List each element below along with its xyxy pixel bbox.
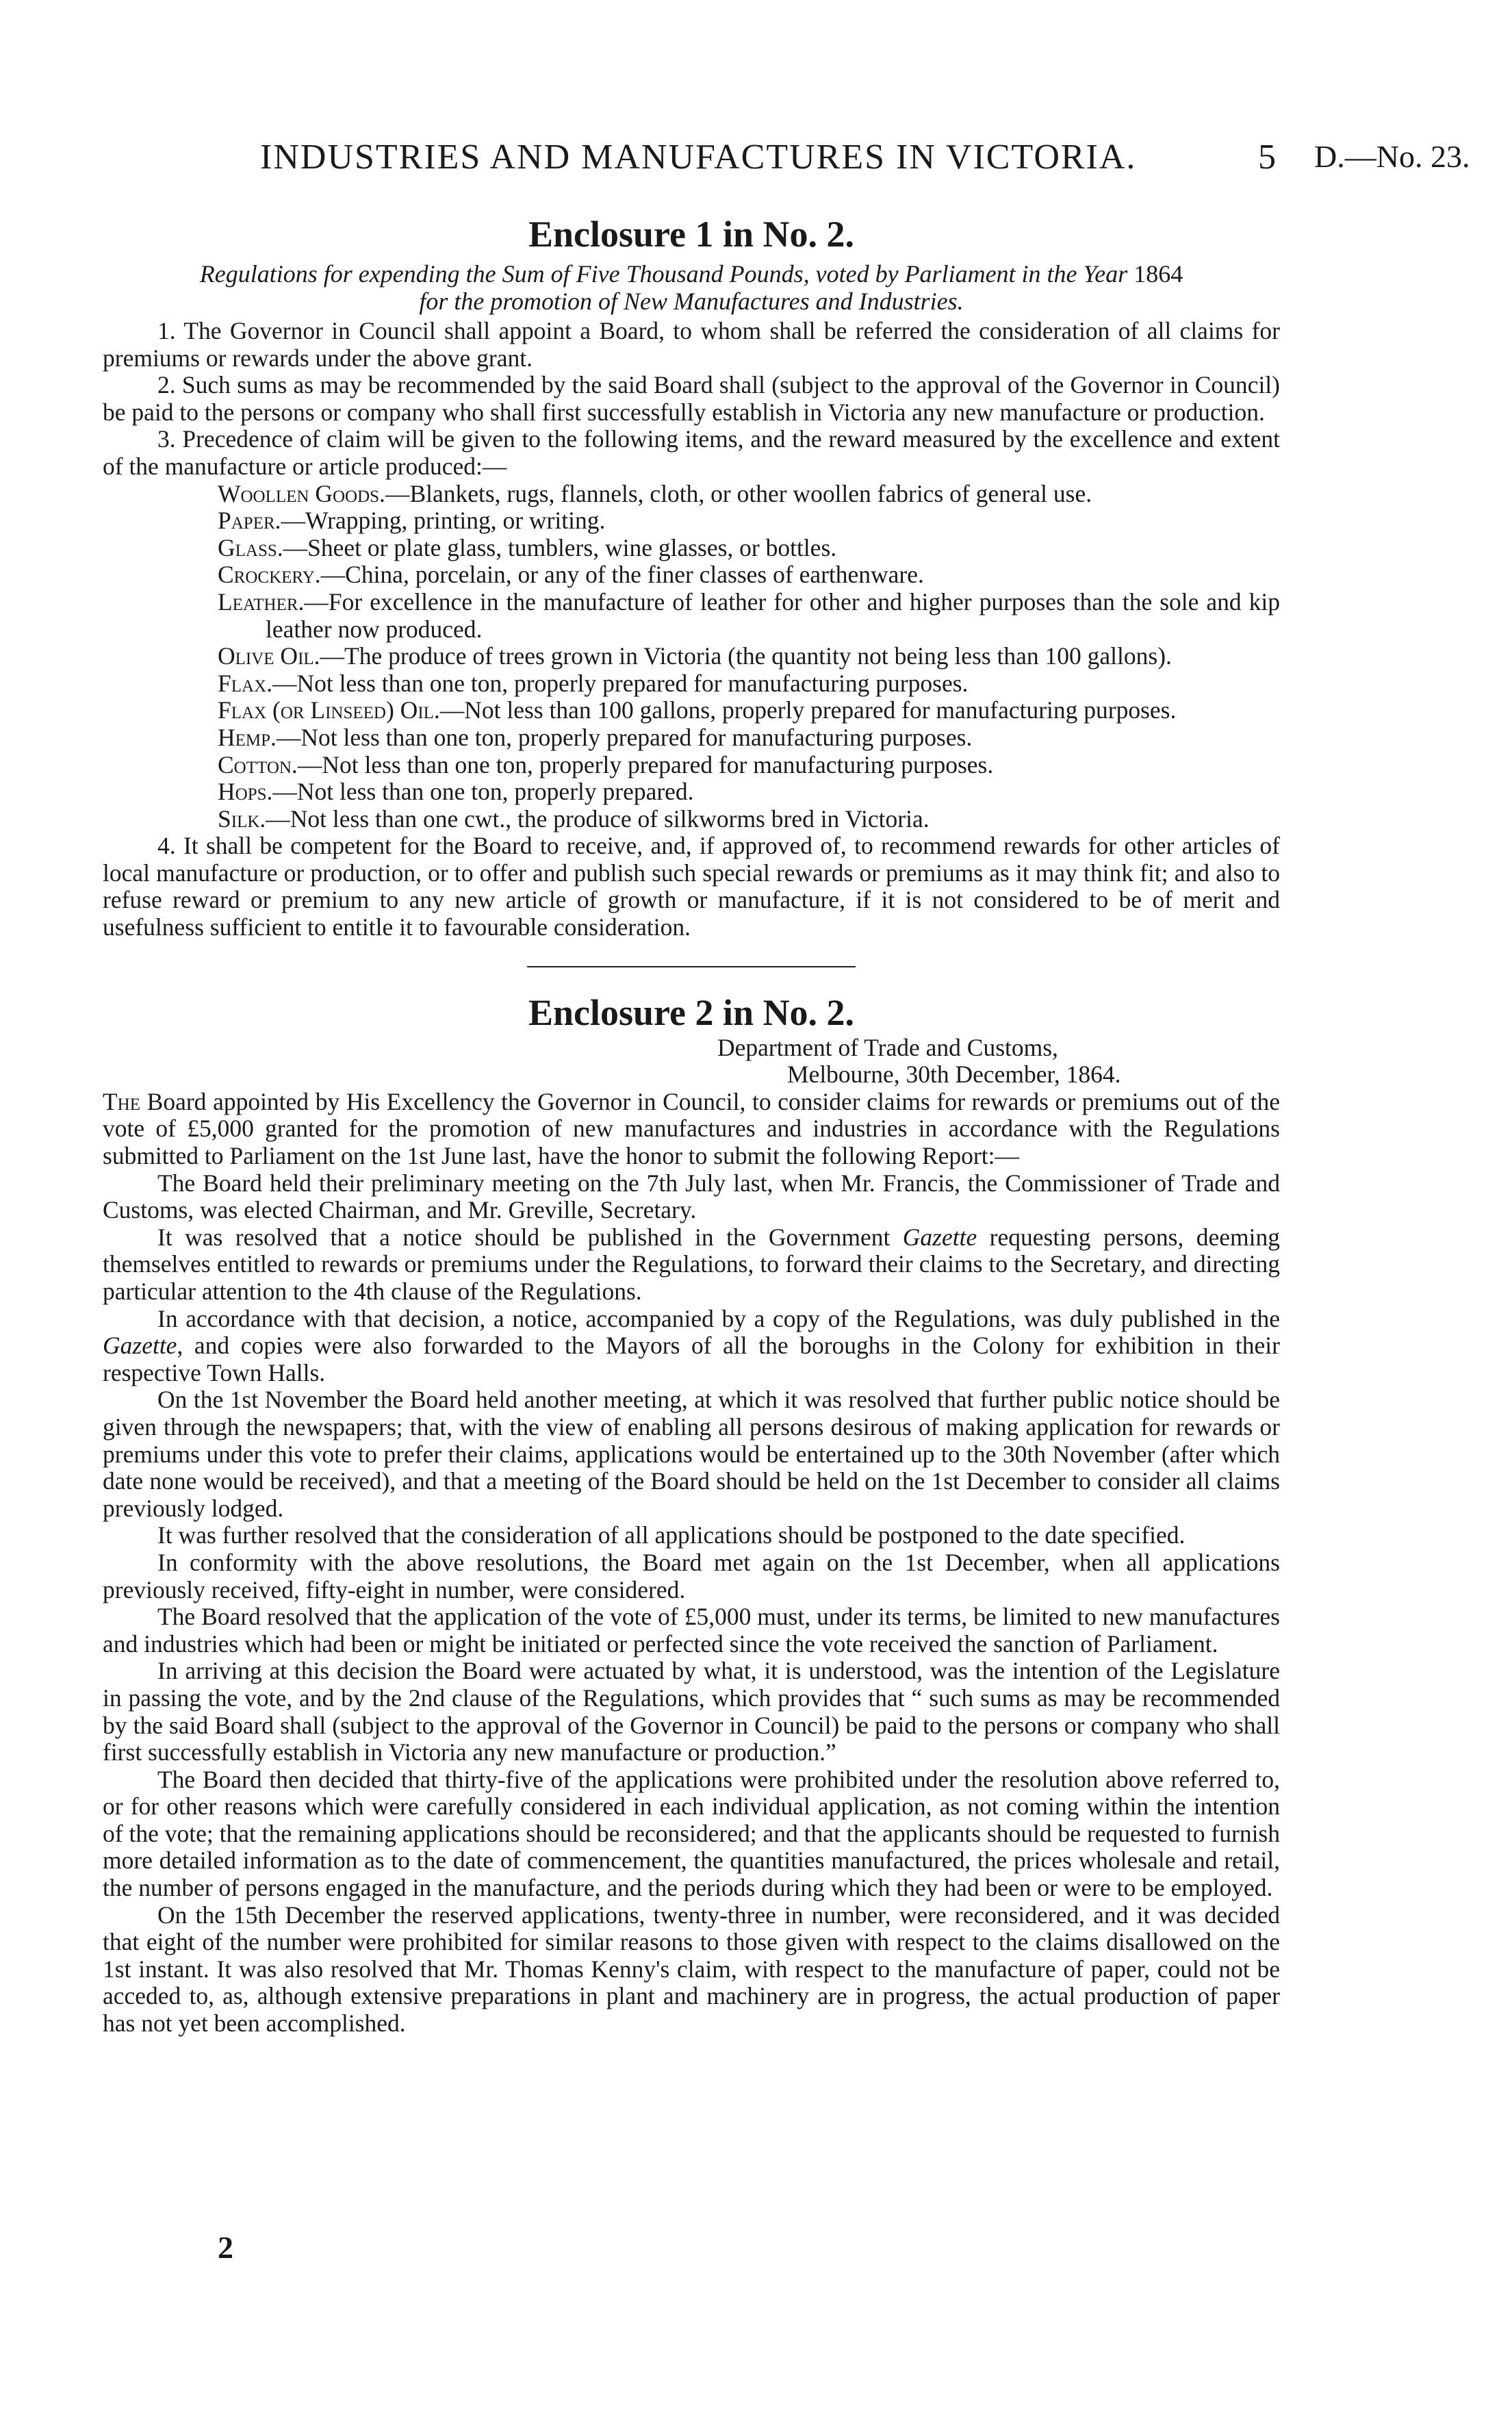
report-paragraph-10: The Board then decided that thirty-five of the applications were prohibited under the resolution above referred to, or for other reasons which were carefully considered in each individual application, as not coming within the intention of the vote; that the remaining applications should be reconsidered; and that the applicants should be requested to furnish more detailed information as to the date of commencement, the quantities manufactured, the prices wholesale and retail, the number of persons engaged in the manufacture, and the periods during which they had been or were to be employed. xyxy=(103,1765,1280,1902)
paragraph-text: Board appointed by His Excellency the Governor in Council, to consider claims for rewards or premiums out of the vote of £5,000 granted for the promotion of new manufactures and industries in accordance with the Regulations submitted to Parliament on the 1st June last, have the honor to submit the following Report:— xyxy=(103,1087,1280,1170)
item-name: Silk. xyxy=(218,804,266,833)
list-item xyxy=(218,481,1280,508)
running-title: INDUSTRIES AND MANUFACTURES IN VICTORIA. xyxy=(260,138,1137,177)
paragraph-text: It was resolved that a notice should be published in the Government xyxy=(157,1223,903,1251)
report-paragraph-2: The Board held their preliminary meeting on the 7th July last, when Mr. Francis, the Commissioner of Trade and Customs, was elected Chairman, and Mr. Greville, Secretary. xyxy=(103,1169,1280,1224)
list-item xyxy=(218,643,1280,670)
paragraph-text: In accordance with that decision, a notice, accompanied by a copy of the Regulations, was duly published in the xyxy=(157,1304,1280,1332)
item-text: —Blankets, rugs, flannels, cloth, or other woollen fabrics of general use. xyxy=(385,479,1092,507)
item-text: —Not less than 100 gallons, properly prepared for manufacturing purposes. xyxy=(439,696,1177,724)
list-item xyxy=(218,697,1280,724)
regulations-subtitle xyxy=(103,260,1280,315)
item-text: —China, porcelain, or any of the finer classes of earthenware. xyxy=(320,561,924,589)
item-name: Olive Oil. xyxy=(218,642,320,670)
item-name: Hemp. xyxy=(218,723,277,751)
page-body xyxy=(103,212,1280,2038)
gazette-italic: Gazette xyxy=(103,1332,177,1360)
item-text: —Wrapping, printing, or writing. xyxy=(281,507,606,535)
page-header xyxy=(0,129,1512,190)
regulation-3: 3. Precedence of claim will be given to the following items, and the reward measured by the excellence and extent of the manufacture or article produced:— xyxy=(103,425,1280,480)
item-text: —Not less than one ton, properly prepared. xyxy=(272,778,694,806)
list-item xyxy=(218,561,1280,589)
report-paragraph-11: On the 15th December the reserved applications, twenty-three in number, were reconsidered, and it was decided that eight of the number were prohibited for similar reasons to those given with respect to the claims disallowed on the 1st instant. It was also resolved that Mr. Thomas Kenny's claim, with respect to the manufacture of paper, could not be acceded to, as, although extensive preparations in plant and machinery are in progress, the actual production of paper has not yet been accomplished. xyxy=(103,1901,1280,2038)
item-name: Woollen Goods. xyxy=(218,479,385,507)
item-name: Hops. xyxy=(218,778,273,806)
report-paragraph-3 xyxy=(103,1224,1280,1306)
report-paragraph-5: On the 1st November the Board held another meeting, at which it was resolved that further public notice should be given through the newspapers; that, with the view of enabling all persons desirous of making application for rewards or premiums under this vote to prefer their claims, applications would be entertained up to the 30th November (after which date none would be received), and that a meeting of the Board should be held on the 1st December to consider all claims previously lodged. xyxy=(103,1386,1280,1522)
subtitle-part-1: Regulations for expending the Sum of Five Thousand Pounds, voted by Parliament in the Year xyxy=(199,260,1128,288)
report-paragraph-1 xyxy=(103,1089,1280,1170)
signature-mark: 2 xyxy=(218,2230,233,2265)
list-item xyxy=(218,806,1280,833)
enclosure-2-heading: Enclosure 2 in No. 2. xyxy=(528,991,855,1033)
item-text: —For excellence in the manufacture of leather for other and higher purposes than the sole and kip leather now produced. xyxy=(266,587,1280,643)
page-number: 5 xyxy=(1258,138,1276,177)
paragraph-text: requesting persons, deeming themselves entitled to rewards or premiums under the Regulations, to forward their claims to the Secretary, and directing particular attention to the 4th clause of the Regulations. xyxy=(103,1223,1280,1305)
document-reference: D.—No. 23. xyxy=(1314,139,1470,174)
report-paragraph-9: In arriving at this decision the Board were actuated by what, it is understood, was the intention of the Legislature in passing the vote, and by the 2nd clause of the Regulations, which provides that “ such sums as may be recommended by the said Board shall (subject to the approval of the Governor in Council) be paid to the persons or company who shall first successfully establish in Victoria any new manufacture or production.” xyxy=(103,1657,1280,1766)
item-text: —The produce of trees grown in Victoria (the quantity not being less than 100 gallons). xyxy=(320,642,1172,670)
address-line-1: Department of Trade and Customs, xyxy=(717,1033,1058,1061)
list-item xyxy=(218,778,1280,806)
item-text: —Not less than one cwt., the produce of silkworms bred in Victoria. xyxy=(266,804,930,833)
gazette-italic: Gazette xyxy=(902,1223,977,1251)
report-paragraph-6: It was further resolved that the consideration of all applications should be postponed to the date specified. xyxy=(157,1521,1186,1549)
list-item xyxy=(218,507,1280,535)
item-name: Glass. xyxy=(218,533,283,561)
item-name: Flax (or Linseed) Oil. xyxy=(218,696,440,724)
item-text: —Not less than one ton, properly prepared for manufacturing purposes. xyxy=(276,723,973,751)
item-name: Leather. xyxy=(218,587,305,616)
report-paragraph-7: In conformity with the above resolutions, the Board met again on the 1st December, when all applications previously received, fifty-eight in number, were considered. xyxy=(103,1548,1280,1603)
item-name: Flax. xyxy=(218,669,272,697)
subtitle-part-2: for the promotion of New Manufactures and Industries. xyxy=(419,288,964,315)
item-name: Paper. xyxy=(218,507,281,535)
subtitle-year: 1864 xyxy=(1133,260,1183,288)
paragraph-text: , and copies were also forwarded to the Mayors of all the boroughs in the Colony for exhibition in their respective Town Halls. xyxy=(103,1332,1280,1386)
list-item xyxy=(218,670,1280,698)
regulation-1: 1. The Governor in Council shall appoint a Board, to whom shall be referred the consideration of all claims for premiums or rewards under the above grant. xyxy=(103,317,1280,372)
report-paragraph-8: The Board resolved that the application of the vote of £5,000 must, under its terms, be limited to new manufactures and industries which had been or might be initiated or perfected since the vote received the sanction of Parliament. xyxy=(103,1603,1280,1658)
list-item xyxy=(218,535,1280,562)
regulation-4: 4. It shall be competent for the Board to receive, and, if approved of, to recommend rewards for other articles of local manufacture or production, or to offer and publish such special rewards or premiums as it may think fit; and also to refuse reward or premium to any new article of growth or manufacture, if it is not considered to be of merit and usefulness sufficient to entitle it to favourable consideration. xyxy=(103,832,1280,941)
opening-word: The xyxy=(103,1087,141,1115)
items-list xyxy=(218,481,1280,833)
address-line-2: Melbourne, 30th December, 1864. xyxy=(787,1061,1121,1089)
regulation-2: 2. Such sums as may be recommended by the said Board shall (subject to the approval of the Governor in Council) be paid to the persons or company who shall first successfully establish in Victoria any new manufacture or production. xyxy=(103,371,1280,426)
item-text: —Not less than one ton, properly prepared for manufacturing purposes. xyxy=(272,669,969,697)
item-name: Cotton. xyxy=(218,750,298,778)
enclosure-1-heading: Enclosure 1 in No. 2. xyxy=(528,214,855,255)
list-item xyxy=(218,724,1280,752)
list-item xyxy=(218,589,1280,643)
item-name: Crockery. xyxy=(218,561,321,589)
item-text: —Not less than one ton, properly prepared for manufacturing purposes. xyxy=(297,750,994,778)
report-paragraph-4 xyxy=(103,1306,1280,1387)
item-text: —Sheet or plate glass, tumblers, wine glasses, or bottles. xyxy=(283,533,837,561)
section-divider xyxy=(527,966,856,967)
list-item xyxy=(218,752,1280,779)
